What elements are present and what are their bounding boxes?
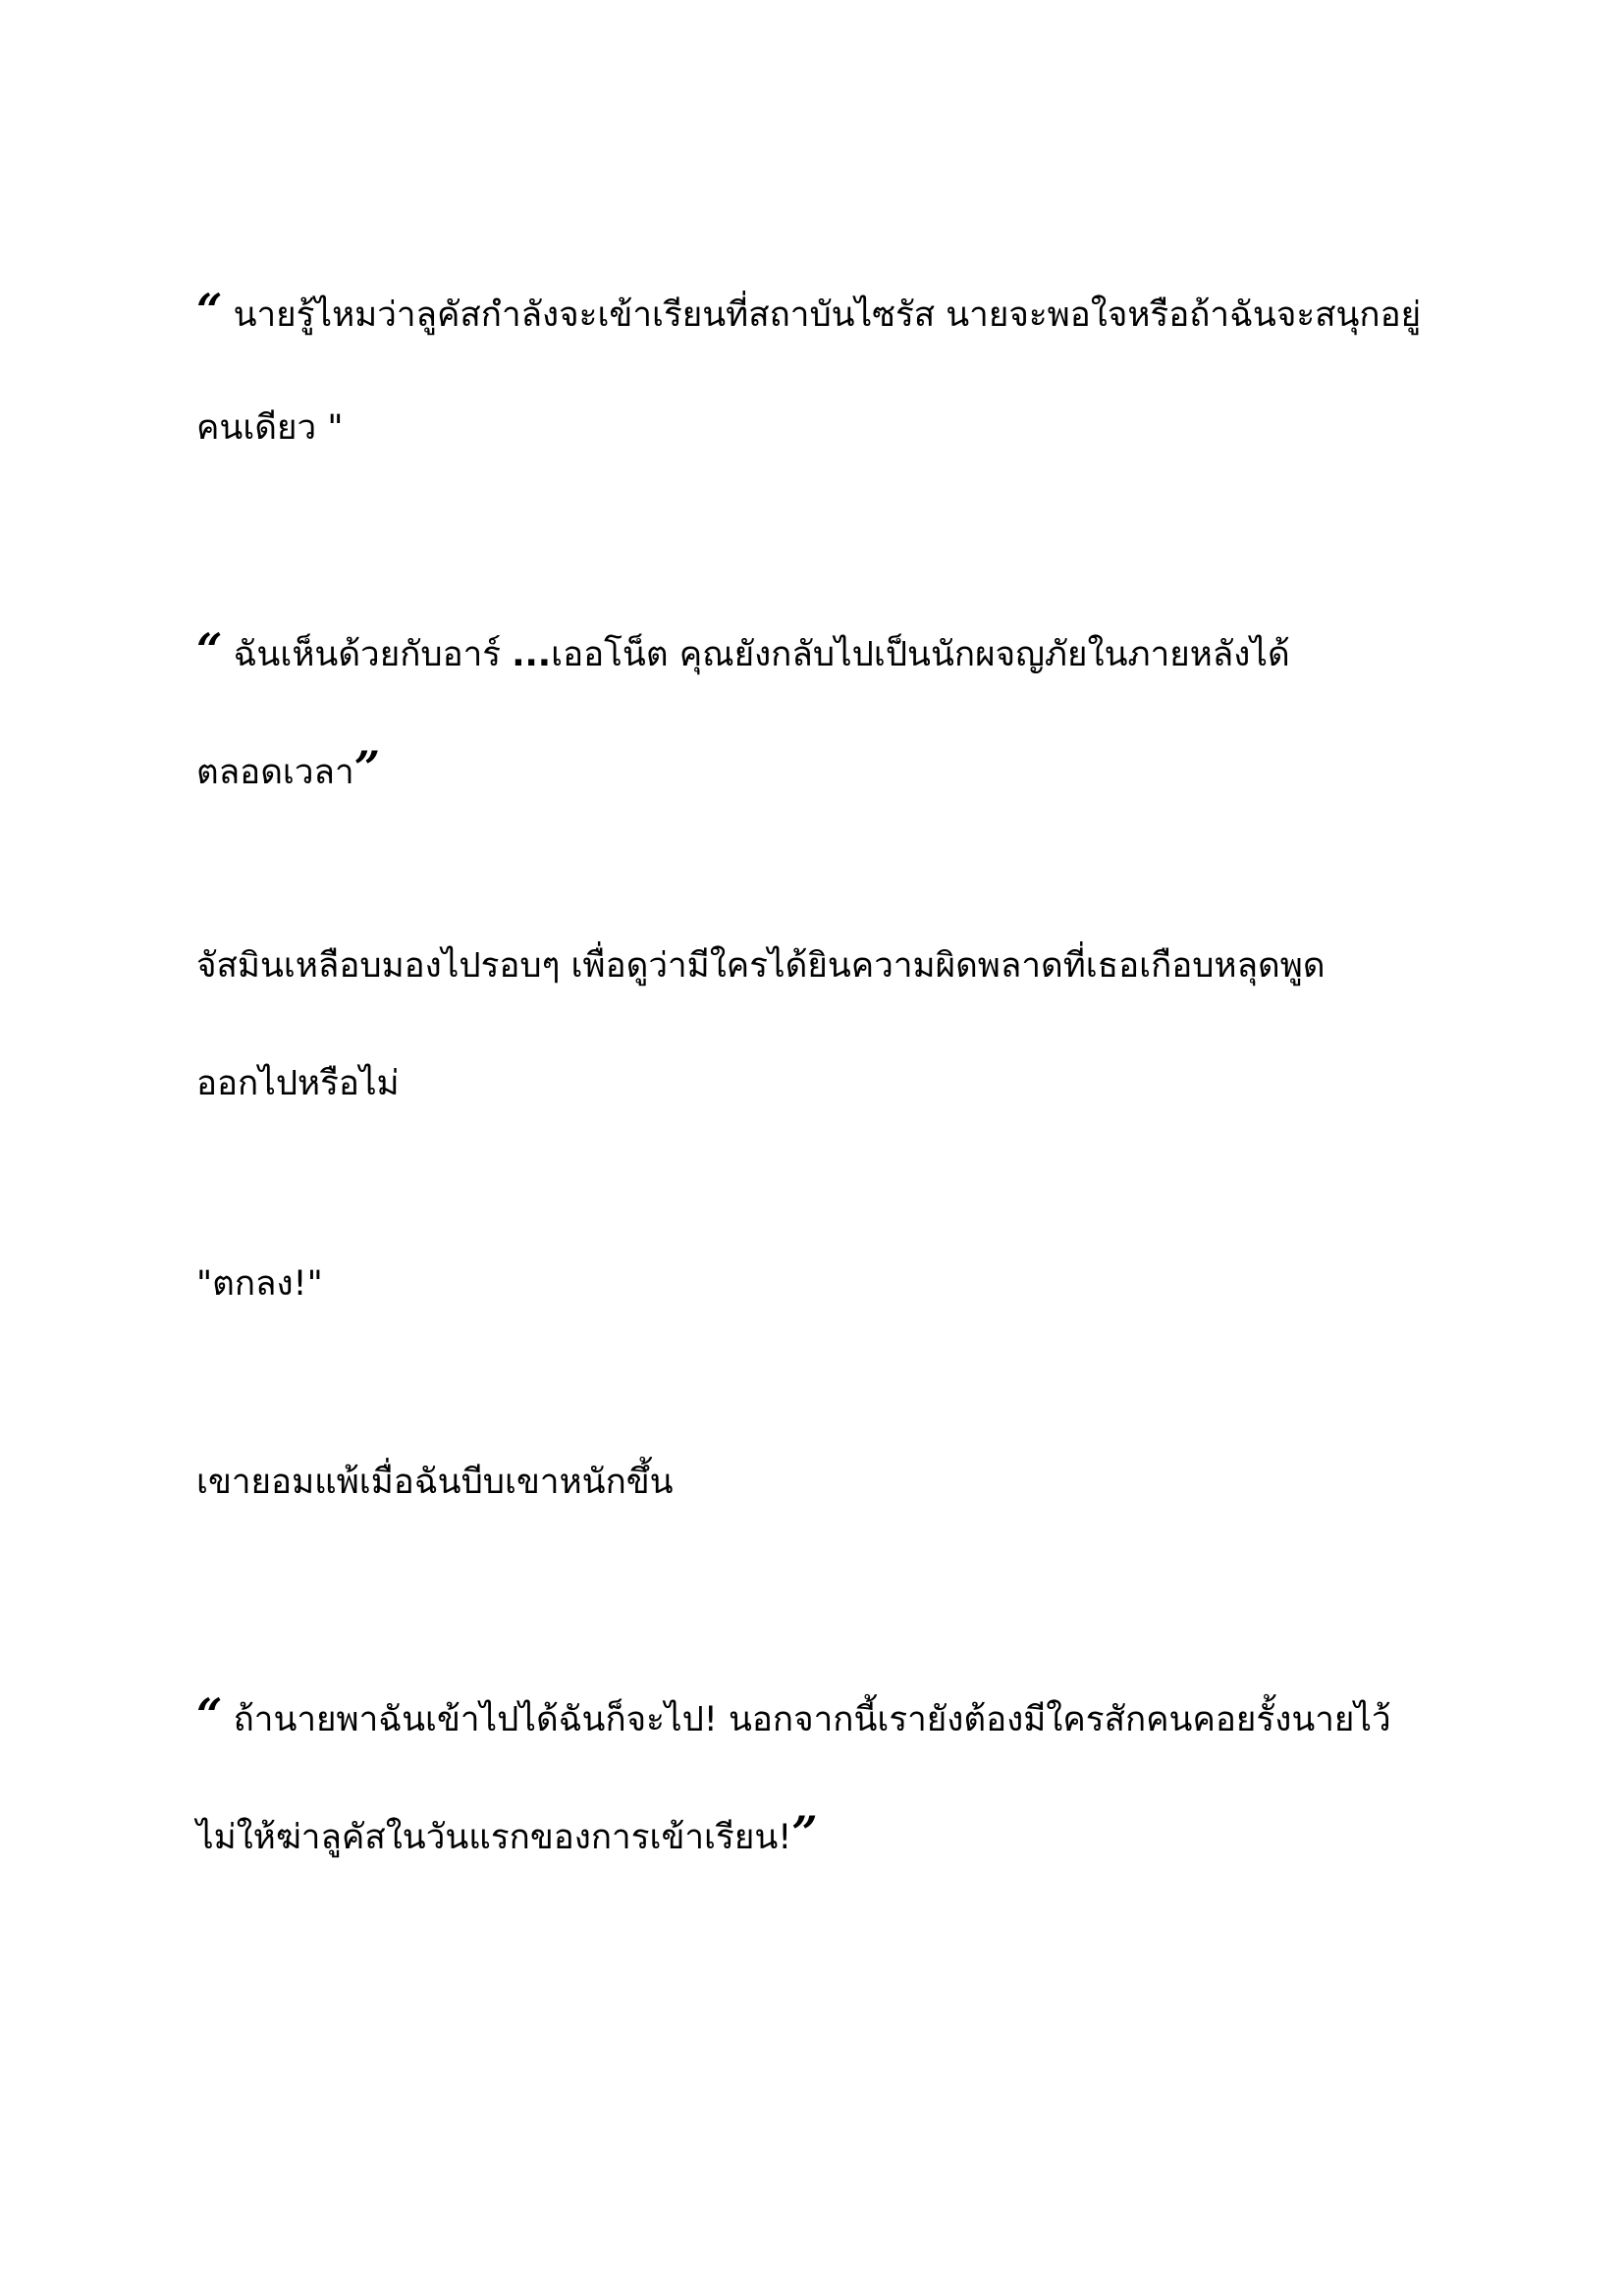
paragraph-1 [196,251,1473,487]
paragraph-3-line-2 [196,1025,1473,1143]
paragraph-4 [196,1225,1473,1343]
paragraph-2-line-2 [196,709,1473,827]
line-text: "ตกลง!" [196,1264,323,1304]
open-quote-mark: “ [196,1688,223,1741]
paragraph-1-line-1 [196,251,1473,369]
line-text: ถ้านายพาฉันเข้าไปได้ฉันก็จะไป! นอกจากนี้เรายังต้องมีใครสักคนคอยรั้งนายไว้ [222,1700,1391,1739]
paragraph-6-line-2 [196,1774,1473,1892]
line-text: จัสมินเหลือบมองไปรอบๆ เพื่อดูว่ามีใครได้ยินความผิดพลาดที่เธอเกือบหลุดพูด [196,946,1326,986]
paragraph-5 [196,1423,1473,1541]
paragraph-4-line-1 [196,1225,1473,1343]
close-quote-mark: ” [791,1806,818,1859]
open-quote-mark: “ [196,623,223,676]
line-text: ออกไปหรือไม่ [196,1064,400,1103]
line-text: ฉันเห็นด้วยกับอาร์ [222,635,513,674]
line-text: นายรู้ไหมว่าลูคัสกำลังจะเข้าเรียนที่สถาบันไซรัส นายจะพอใจหรือถ้าฉันจะสนุกอยู่ [222,295,1422,335]
line-text: คนเดียว " [196,408,344,448]
paragraph-6 [196,1656,1473,1892]
line-text: เขายอมแพ้เมื่อฉันบีบเขาหนักขึ้น [196,1463,674,1502]
close-quote-mark: ” [353,741,381,794]
line-text: ตลอดเวลา [196,753,354,792]
ellipsis: ... [512,635,552,674]
paragraph-3 [196,907,1473,1143]
paragraph-1-line-2 [196,369,1473,487]
line-text: เออโน็ต คุณยังกลับไปเป็นนักผจญภัยในภายหลังได้ [551,635,1290,674]
paragraph-5-line-1 [196,1423,1473,1541]
line-text: ไม่ให้ฆ่าลูคัสในวันแรกของการเข้าเรียน! [196,1818,792,1857]
paragraph-2 [196,591,1473,827]
paragraph-3-line-1 [196,907,1473,1025]
paragraph-6-line-1 [196,1656,1473,1774]
paragraph-2-line-1 [196,591,1473,709]
open-quote-mark: “ [196,284,223,337]
